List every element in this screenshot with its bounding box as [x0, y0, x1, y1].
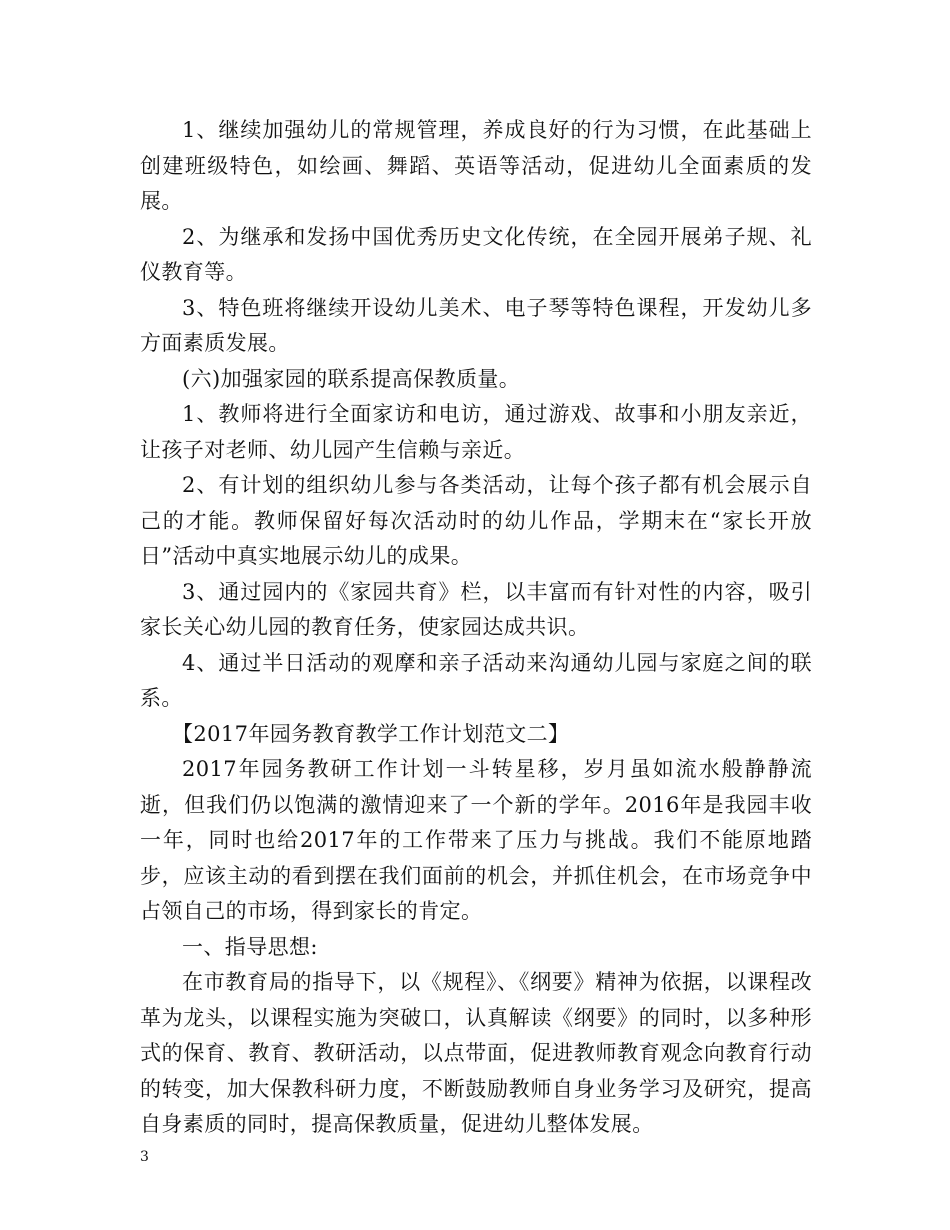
- paragraph-2: 2、为继承和发扬中国优秀历史文化传统，在全园开展弟子规、礼仪教育等。: [140, 224, 812, 284]
- section-heading-six: (六)加强家园的联系提高保教质量。: [182, 366, 521, 391]
- paragraph-3: 3、特色班将继续开设幼儿美术、电子琴等特色课程，开发幼儿多方面素质发展。: [140, 295, 812, 355]
- paragraph-5: 2、有计划的组织幼儿参与各类活动，让每个孩子都有机会展示自己的才能。教师保留好每次活动时的幼儿作品，学期末在“家长开放日”活动中真实地展示幼儿的成果。: [140, 473, 812, 568]
- section-heading-guiding-ideas: 一、指导思想:: [182, 934, 318, 959]
- sample-title: 【2017年园务教育教学工作计划范文二】: [172, 721, 570, 746]
- page-number: 3: [140, 1149, 149, 1165]
- paragraph-9: 在市教育局的指导下，以《规程》、《纲要》精神为依据，以课程改革为龙头，以课程实施为突破口，认真解读《纲要》的同时，以多种形式的保育、教育、教研活动，以点带面，促进教师教育观念向教育行动的转变，加大保教科研力度，不断鼓励教师自身业务学习及研究，提高自身素质的同时，提高保教质量，促进幼儿整体发展。: [140, 970, 812, 1136]
- paragraph-4: 1、教师将进行全面家访和电访，通过游戏、故事和小朋友亲近，让孩子对老师、幼儿园产生信赖与亲近。: [140, 402, 812, 462]
- paragraph-8: 2017年园务教研工作计划一斗转星移，岁月虽如流水般静静流逝，但我们仍以饱满的激情迎来了一个新的学年。2016年是我园丰收一年，同时也给2017年的工作带来了压力与挑战。我们不能原地踏步，应该主动的看到摆在我们面前的机会，并抓住机会，在市场竞争中占领自己的市场，得到家长的肯定。: [140, 757, 812, 923]
- document-body: [140, 113, 812, 1143]
- paragraph-1: 1、继续加强幼儿的常规管理，养成良好的行为习惯，在此基础上创建班级特色，如绘画、舞蹈、英语等活动，促进幼儿全面素质的发展。: [140, 118, 812, 213]
- paragraph-6: 3、通过园内的《家园共育》栏，以丰富而有针对性的内容，吸引家长关心幼儿园的教育任务，使家园达成共识。: [140, 579, 812, 639]
- paragraph-7: 4、通过半日活动的观摩和亲子活动来沟通幼儿园与家庭之间的联系。: [140, 650, 812, 710]
